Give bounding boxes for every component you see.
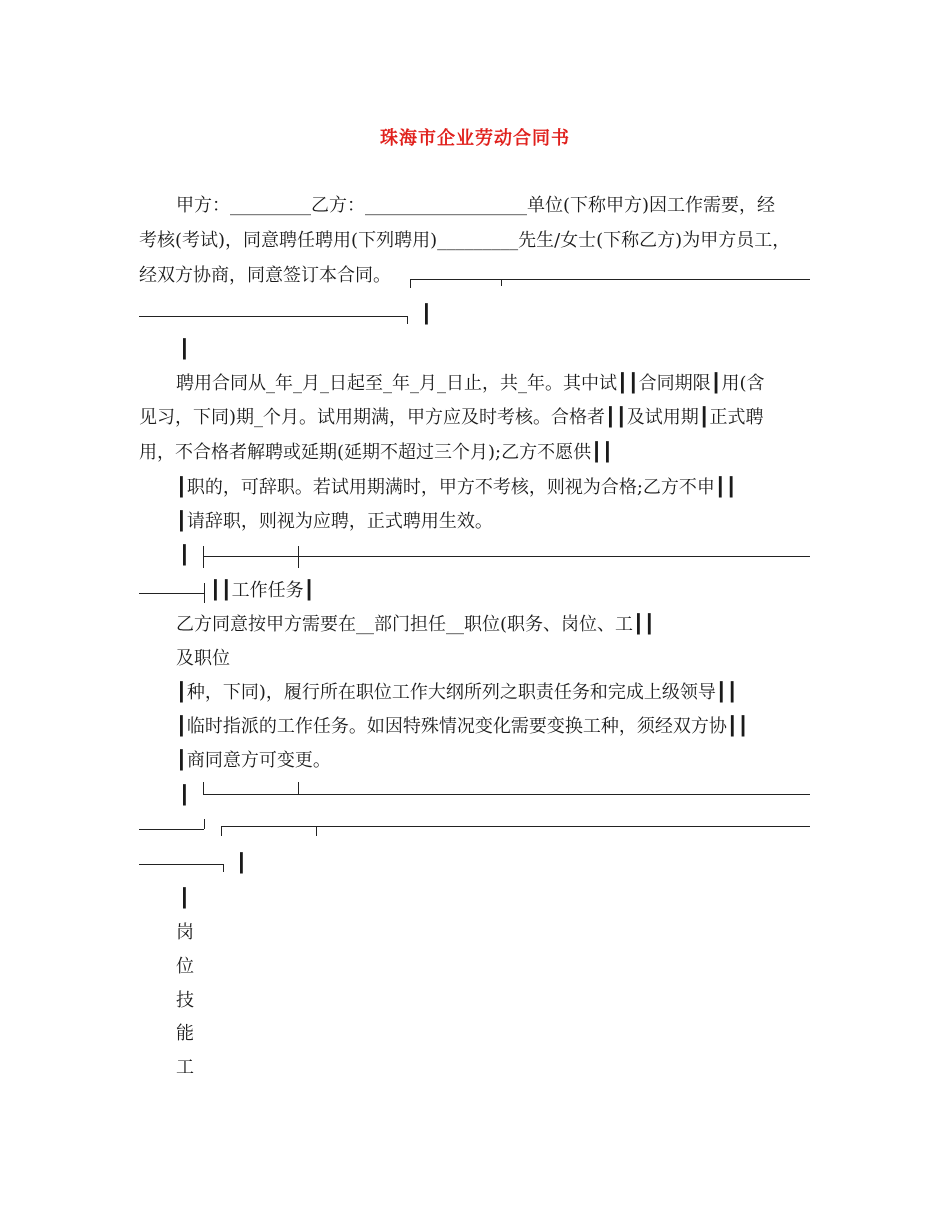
contract-term-line4: ┃职的，可辞职。若试用期满时，甲方不考核，则视为合格;乙方不申┃┃ <box>176 477 737 498</box>
table-vertical-bar: ┃ <box>179 339 190 360</box>
table-row-rule-continued <box>139 593 204 594</box>
table-row-divider <box>298 546 299 568</box>
contract-term-line3: 用，不合格者解聘或延期(延期不超过三个月);乙方不愿供┃┃ <box>139 442 613 463</box>
table-bottom-left-corner <box>203 782 204 794</box>
table-vertical-bar: ┃ <box>421 304 432 325</box>
vertical-label-char: 能 <box>176 1023 194 1044</box>
contract-term-line5: ┃请辞职，则视为应聘，正式聘用生效。 <box>176 511 493 532</box>
table2-top-right-corner <box>223 864 224 872</box>
table-vertical-bar: ┃ <box>236 853 247 874</box>
table-bottom-rule-continued <box>139 829 204 830</box>
vertical-label-char: 岗 <box>176 922 194 943</box>
table-row-right-edge <box>204 583 205 603</box>
table-row-rule <box>203 556 810 557</box>
table-bottom-divider <box>298 782 299 794</box>
table-bottom-right-corner <box>204 819 205 829</box>
table2-top-rule-continued <box>139 864 223 865</box>
table-corner-top-left <box>410 279 411 288</box>
work-task-line1: 乙方同意按甲方需要在__部门担任__职位(职务、岗位、工┃┃ <box>176 614 655 635</box>
vertical-label-char: 位 <box>176 956 194 977</box>
table-vertical-bar: ┃ <box>179 888 190 909</box>
para1-line2: 考核(考试)，同意聘任聘用(下列聘用)_________先生/女士(下称乙方)为甲方员工， <box>139 230 791 251</box>
vertical-label-char: 工 <box>176 1057 194 1078</box>
table-bottom-rule <box>203 794 810 795</box>
work-task-label: ┃┃工作任务┃ <box>210 580 315 601</box>
table-vertical-bar: ┃ <box>179 785 190 806</box>
table2-top-divider <box>316 826 317 836</box>
contract-term-line2: 见习，下同)期_个月。试用期满，甲方应及时考核。合格者┃┃及试用期┃正式聘 <box>139 407 764 428</box>
table-rule-continued <box>139 316 407 317</box>
vertical-label-char: 技 <box>176 990 194 1011</box>
table-corner-top-right <box>407 316 408 324</box>
work-task-line5: ┃商同意方可变更。 <box>176 750 331 771</box>
work-task-line2: 及职位 <box>176 648 230 669</box>
table-tick <box>501 279 502 286</box>
table2-top-rule <box>221 826 810 827</box>
table2-top-left-corner <box>221 826 222 836</box>
table-rule-top <box>410 279 810 280</box>
document-title: 珠海市企业劳动合同书 <box>380 128 570 149</box>
para1-line1: 甲方：_________乙方：__________________单位(下称甲方)因工作需要，经 <box>176 195 776 216</box>
table-vertical-bar: ┃ <box>179 545 190 566</box>
contract-term-line1: 聘用合同从_年_月_日起至_年_月_日止，共_年。其中试┃┃合同期限┃用(含 <box>176 373 765 394</box>
table-row-left-edge <box>203 546 204 568</box>
para1-line3: 经双方协商，同意签订本合同。 <box>139 265 391 286</box>
work-task-line4: ┃临时指派的工作任务。如因特殊情况变化需要变换工种，须经双方协┃┃ <box>176 716 749 737</box>
work-task-line3: ┃种，下同)，履行所在职位工作大纲所列之职责任务和完成上级领导┃┃ <box>176 682 738 703</box>
